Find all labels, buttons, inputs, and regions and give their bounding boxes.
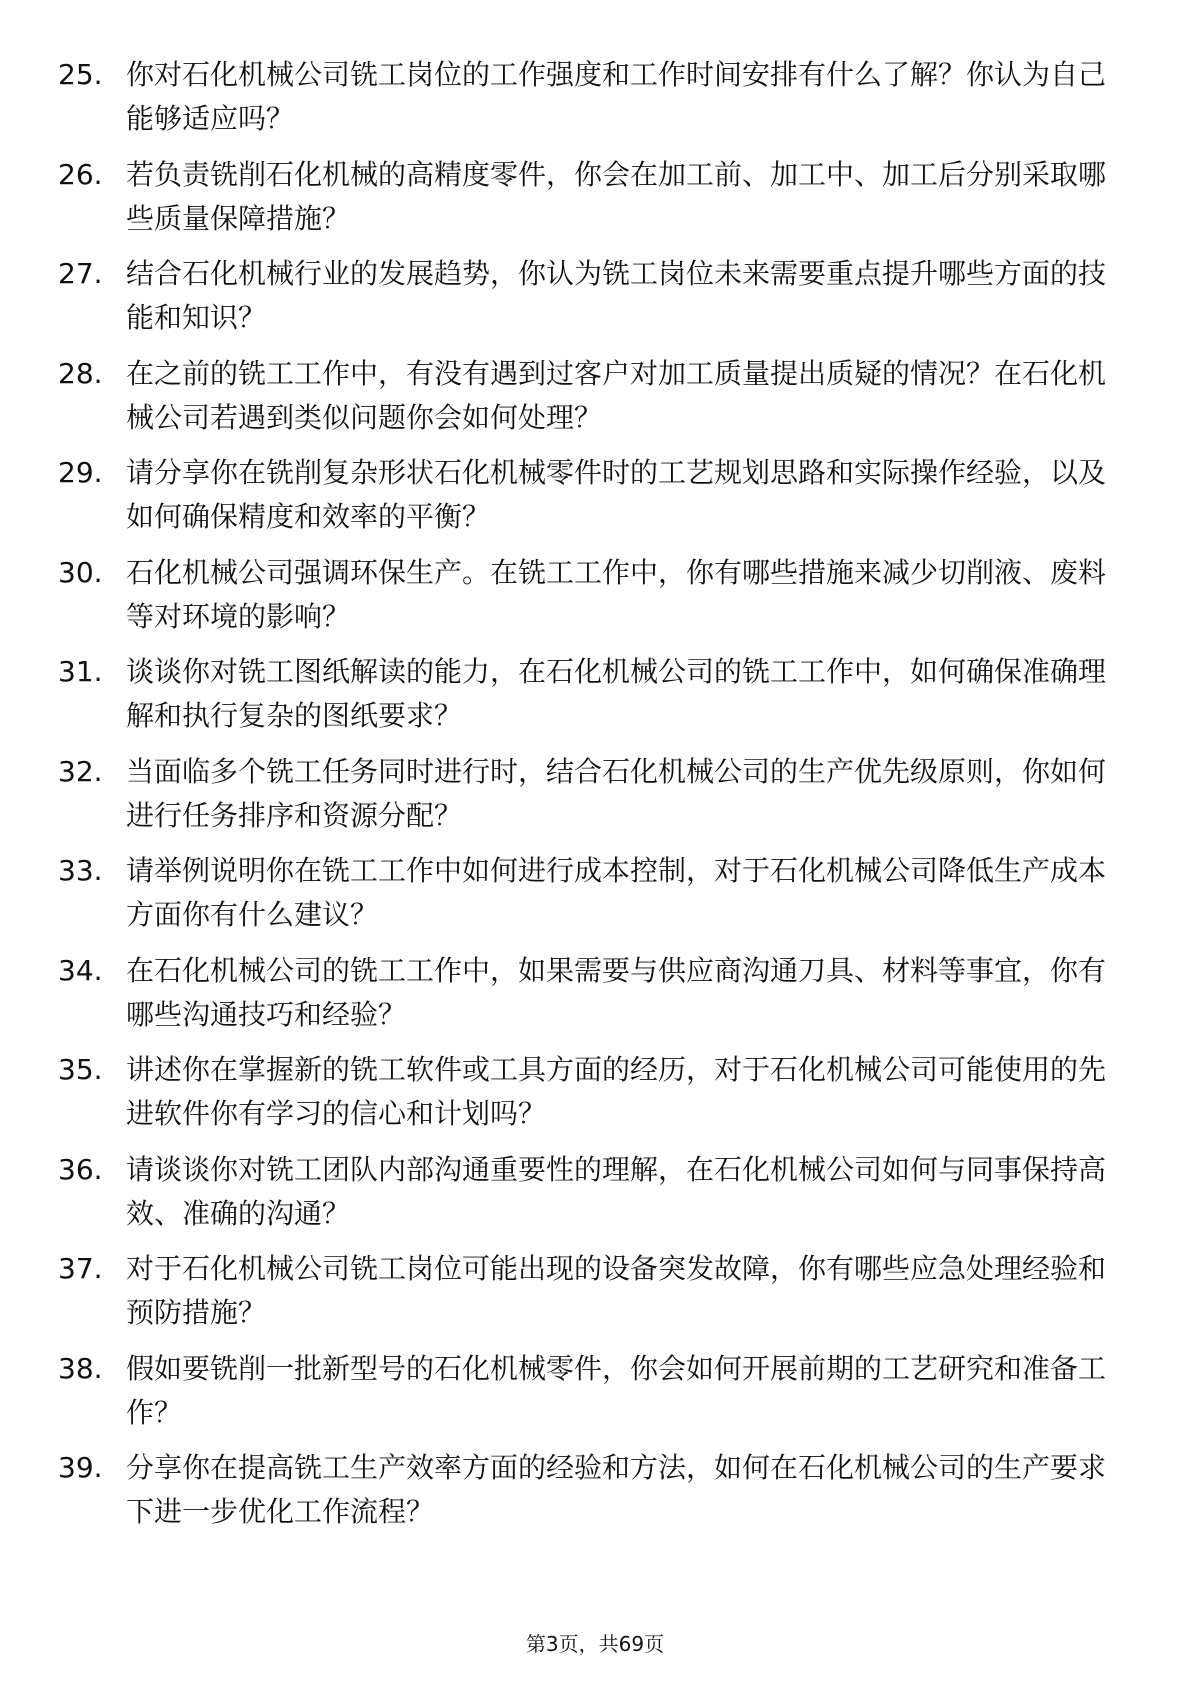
question-number: 26.	[58, 157, 103, 191]
question-text: 分享你在提高铣工生产效率方面的经验和方法，如何在石化机械公司的生产要求下进一步优化工作流程？	[126, 1451, 1107, 1528]
question-number: 33.	[58, 854, 103, 887]
question-item-37	[58, 1247, 1118, 1347]
question-item-29	[58, 451, 1118, 551]
question-number: 31.	[58, 655, 103, 688]
question-text: 请分享你在铣削复杂形状石化机械零件时的工艺规划思路和实际操作经验，以及如何确保精度和效率的平衡？	[126, 456, 1107, 533]
question-text: 在之前的铣工工作中，有没有遇到过客户对加工质量提出质疑的情况？在石化机械公司若遇到类似问题你会如何处理？	[126, 356, 1107, 434]
question-item-39	[58, 1446, 1118, 1546]
question-item-31	[58, 650, 1118, 750]
question-number: 25.	[58, 58, 103, 91]
question-text: 结合石化机械行业的发展趋势，你认为铣工岗位未来需要重点提升哪些方面的技能和知识？	[126, 257, 1107, 334]
question-text: 在石化机械公司的铣工工作中，如果需要与供应商沟通刀具、材料等事宜，你有哪些沟通技巧和经验？	[126, 953, 1107, 1031]
question-number: 29.	[58, 456, 103, 489]
question-item-35	[58, 1048, 1118, 1148]
question-item-28	[58, 352, 1118, 452]
question-item-32	[58, 750, 1118, 850]
question-item-34	[58, 949, 1118, 1049]
question-item-25	[58, 53, 1118, 153]
question-number: 30.	[58, 555, 103, 589]
question-text: 若负责铣削石化机械的高精度零件，你会在加工前、加工中、加工后分别采取哪些质量保障措施？	[126, 157, 1107, 235]
question-text: 请举例说明你在铣工工作中如何进行成本控制，对于石化机械公司降低生产成本方面你有什么建议？	[126, 854, 1107, 931]
question-number: 27.	[58, 257, 103, 290]
question-item-27	[58, 252, 1118, 352]
question-list	[58, 53, 1118, 1546]
question-text: 你对石化机械公司铣工岗位的工作强度和工作时间安排有什么了解？你认为自己能够适应吗？	[126, 58, 1107, 135]
question-item-36	[58, 1148, 1118, 1248]
page-footer: 第3页，共69页	[525, 1632, 665, 1656]
question-number: 34.	[58, 953, 103, 987]
question-number: 32.	[58, 754, 103, 788]
question-text: 石化机械公司强调环保生产。在铣工工作中，你有哪些措施来减少切削液、废料等对环境的影响？	[126, 555, 1107, 633]
question-number: 38.	[58, 1351, 103, 1385]
question-text: 请谈谈你对铣工团队内部沟通重要性的理解，在石化机械公司如何与同事保持高效、准确的沟通？	[126, 1152, 1107, 1230]
question-item-33	[58, 849, 1118, 949]
question-text: 谈谈你对铣工图纸解读的能力，在石化机械公司的铣工工作中，如何确保准确理解和执行复杂的图纸要求？	[126, 655, 1107, 732]
question-text: 假如要铣削一批新型号的石化机械零件，你会如何开展前期的工艺研究和准备工作？	[126, 1351, 1107, 1429]
question-number: 28.	[58, 356, 103, 390]
question-text: 对于石化机械公司铣工岗位可能出现的设备突发故障，你有哪些应急处理经验和预防措施？	[126, 1252, 1107, 1329]
question-item-26	[58, 153, 1118, 253]
question-item-38	[58, 1347, 1118, 1447]
question-text: 当面临多个铣工任务同时进行时，结合石化机械公司的生产优先级原则，你如何进行任务排序和资源分配？	[126, 754, 1107, 832]
question-item-30	[58, 551, 1118, 651]
question-number: 39.	[58, 1451, 103, 1484]
question-text: 讲述你在掌握新的铣工软件或工具方面的经历，对于石化机械公司可能使用的先进软件你有学习的信心和计划吗？	[126, 1053, 1107, 1130]
question-number: 35.	[58, 1053, 103, 1086]
question-number: 37.	[58, 1252, 103, 1285]
question-number: 36.	[58, 1152, 103, 1186]
